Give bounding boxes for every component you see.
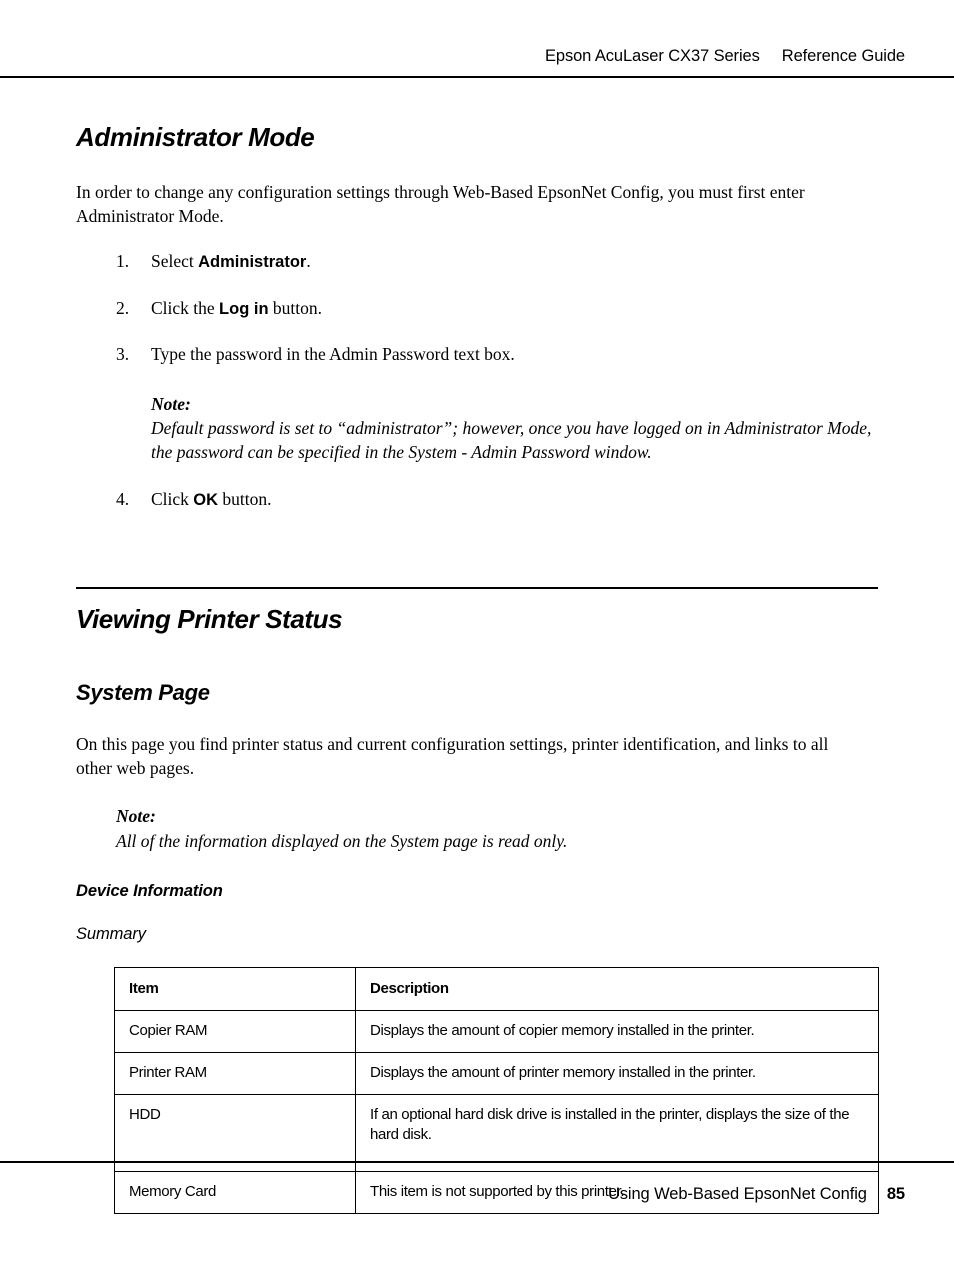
table-header-row <box>115 967 879 1010</box>
step-text-before: Click the <box>151 297 220 318</box>
cell-description: Displays the amount of printer memory installed in the printer. <box>356 1052 879 1094</box>
table-row <box>115 1052 879 1094</box>
note-administrator-mode <box>151 392 878 464</box>
page-header-text <box>545 47 905 66</box>
step-number: 3. <box>116 344 130 365</box>
page-footer <box>0 1161 954 1274</box>
step-text-after: . <box>306 250 311 271</box>
column-header-description: Description <box>356 967 879 1010</box>
step-number: 4. <box>116 488 130 509</box>
table-row <box>115 1010 879 1052</box>
step-emphasis: Administrator <box>198 252 307 271</box>
note-system-page <box>116 804 878 852</box>
heading-administrator-mode: Administrator Mode <box>76 122 315 152</box>
paragraph-administrator-mode-intro: In order to change any configuration settings through Web-Based EpsonNet Config, you must first enter Administrator Mode. <box>76 181 805 226</box>
cell-description: Displays the amount of copier memory installed in the printer. <box>356 1010 879 1052</box>
cell-item: Copier RAM <box>115 1010 356 1052</box>
heading-summary: Summary <box>76 924 146 943</box>
step-number: 2. <box>116 297 130 318</box>
list-item <box>116 487 878 512</box>
step-number: 1. <box>116 250 130 271</box>
step-text-before: Type the password in the Admin Password text box. <box>151 344 515 365</box>
section-administrator-mode <box>76 123 878 511</box>
footer-page-number: 85 <box>886 1185 905 1203</box>
heading-device-information: Device Information <box>76 881 223 900</box>
step-text-after: button. <box>268 297 323 318</box>
heading-viewing-printer-status: Viewing Printer Status <box>76 604 343 635</box>
administrator-mode-steps-continued <box>76 487 878 512</box>
step-text-after: button. <box>218 488 272 509</box>
footer-chapter-title: Using Web-Based EpsonNet Config <box>607 1185 867 1203</box>
section-viewing-printer-status <box>76 605 878 943</box>
list-item <box>116 342 878 367</box>
list-item <box>116 249 878 274</box>
header-document-title: Epson AcuLaser CX37 Series <box>544 47 760 65</box>
cell-item: HDD <box>115 1094 356 1171</box>
step-text-before: Click <box>151 488 194 509</box>
paragraph-system-page-intro: On this page you find printer status and current configuration settings, printer identification, and links to all other web pages. <box>76 734 829 779</box>
note-body: Default password is set to “administrator”; however, once you have logged on in Administrator Mode, the password can be specified in the System - Admin Password window. <box>151 418 872 463</box>
cell-item: Memory Card <box>115 1171 356 1213</box>
cell-description: This item is not supported by this printer. <box>356 1171 879 1213</box>
cell-item: Printer RAM <box>115 1052 356 1094</box>
administrator-mode-steps <box>76 249 878 367</box>
note-label: Note: <box>151 394 191 415</box>
header-guide-label: Reference Guide <box>781 47 905 65</box>
list-item <box>116 296 878 321</box>
heading-system-page: System Page <box>76 679 210 705</box>
page-content <box>0 78 954 1214</box>
table-row <box>115 1094 879 1171</box>
page-footer-text <box>608 1185 905 1204</box>
page-header <box>0 0 954 78</box>
cell-description: If an optional hard disk drive is installed in the printer, displays the size of the hard disk. <box>356 1094 879 1171</box>
note-label: Note: <box>116 806 156 827</box>
step-emphasis: Log in <box>219 299 269 318</box>
step-emphasis: OK <box>193 490 219 509</box>
note-body: All of the information displayed on the System page is read only. <box>116 830 568 851</box>
column-header-item: Item <box>115 967 356 1010</box>
step-text-before: Select <box>151 250 199 271</box>
